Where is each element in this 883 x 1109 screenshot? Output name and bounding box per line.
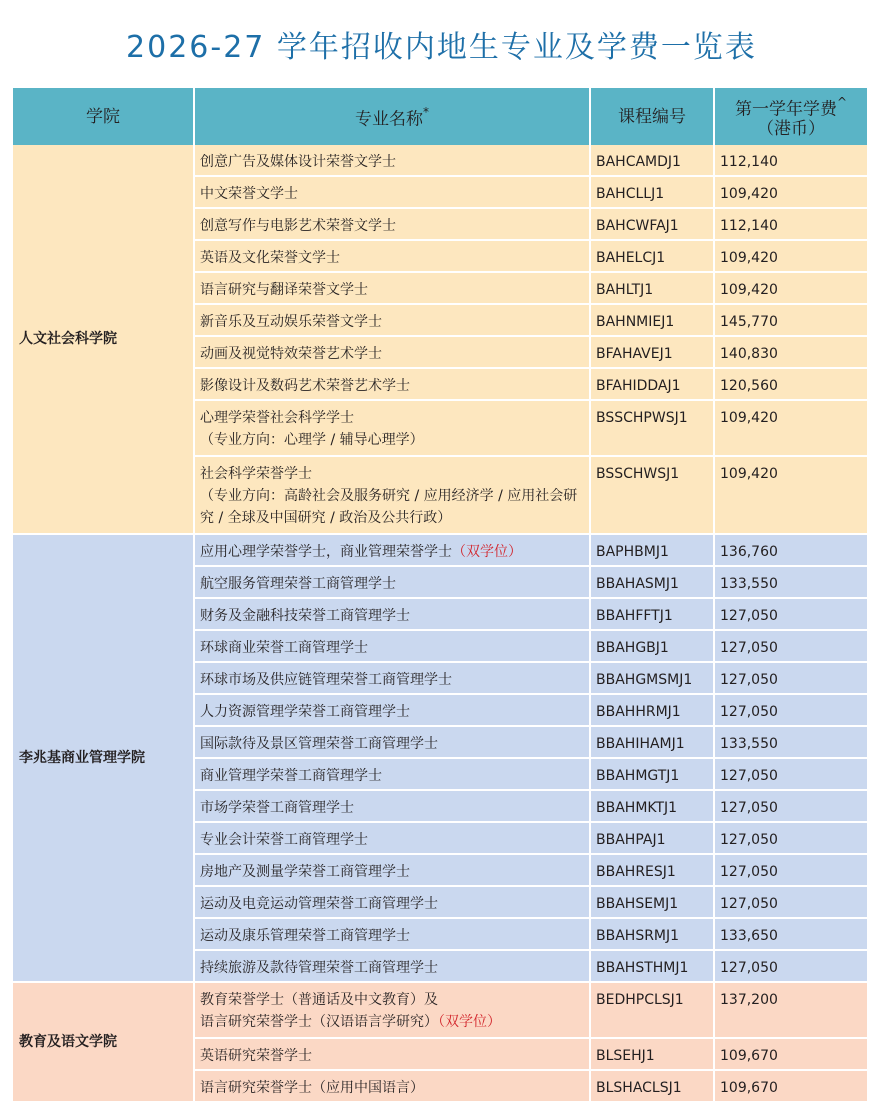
program-note: （专业方向：高龄社会及服务研究 / 应用经济学 / 应用社会研究 / 全球及中国研究 / 政治及公共行政） (200, 488, 578, 526)
program-fee: 112,140 (714, 208, 867, 240)
program-name: 语言研究荣誉学士（应用中国语言） (194, 1070, 590, 1102)
program-fee: 109,420 (714, 240, 867, 272)
program-code: BAHCAMDJ1 (590, 145, 714, 176)
program-name: 人力资源管理学荣誉工商管理学士 (194, 694, 590, 726)
program-code: BFAHAVEJ1 (590, 336, 714, 368)
program-code: BBAHGBJ1 (590, 630, 714, 662)
program-code: BEDHPCLSJ1 (590, 982, 714, 1038)
program-fee: 127,050 (714, 694, 867, 726)
program-code: BAHELCJ1 (590, 240, 714, 272)
program-fee: 109,420 (714, 456, 867, 534)
program-footnote-mark: * (423, 104, 429, 119)
program-code: BBAHSRMJ1 (590, 918, 714, 950)
program-fee: 120,560 (714, 368, 867, 400)
program-code: BBAHRESJ1 (590, 854, 714, 886)
program-code: BBAHMKTJ1 (590, 790, 714, 822)
program-code: BBAHASMJ1 (590, 566, 714, 598)
header-school: 学院 (13, 88, 194, 145)
program-fee: 109,420 (714, 176, 867, 208)
program-fee-table (13, 88, 867, 1103)
page-title: 2026-27 学年招收内地生专业及学费一览表 (126, 30, 757, 65)
program-fee: 127,050 (714, 822, 867, 854)
program-code: BAHCLLJ1 (590, 176, 714, 208)
program-name: 英语研究荣誉学士 (194, 1038, 590, 1070)
program-code: BBAHFFTJ1 (590, 598, 714, 630)
table-header-row (13, 88, 867, 145)
program-code: BBAHHRMJ1 (590, 694, 714, 726)
program-name: 动画及视觉特效荣誉艺术学士 (194, 336, 590, 368)
table-row (13, 145, 867, 176)
school-business: 李兆基商业管理学院 (13, 534, 194, 982)
program-fee: 136,760 (714, 534, 867, 566)
program-code: BAPHBMJ1 (590, 534, 714, 566)
program-fee: 109,420 (714, 272, 867, 304)
program-name: 心理学荣誉社会科学学士 （专业方向：心理学 / 辅导心理学） (194, 400, 590, 456)
program-code: BBAHSEMJ1 (590, 886, 714, 918)
program-fee: 127,050 (714, 598, 867, 630)
program-code: BLSHACLSJ1 (590, 1070, 714, 1102)
dual-degree-tag: （双学位） (452, 544, 522, 560)
program-name: 创意写作与电影艺术荣誉文学士 (194, 208, 590, 240)
program-code: BBAHGMSMJ1 (590, 662, 714, 694)
program-name: 财务及金融科技荣誉工商管理学士 (194, 598, 590, 630)
program-name: 英语及文化荣誉文学士 (194, 240, 590, 272)
program-code: BSSCHWSJ1 (590, 456, 714, 534)
program-name: 教育荣誉学士（普通话及中文教育）及 语言研究荣誉学士（汉语语言学研究）（双学位） (194, 982, 590, 1038)
program-code: BFAHIDDAJ1 (590, 368, 714, 400)
program-fee: 133,550 (714, 566, 867, 598)
program-fee: 140,830 (714, 336, 867, 368)
fee-footnote-mark: ^ (836, 94, 848, 109)
program-fee: 133,550 (714, 726, 867, 758)
program-name: 持续旅游及款待管理荣誉工商管理学士 (194, 950, 590, 982)
header-fee: 第一学年学费^ （港币） (714, 88, 867, 145)
program-fee: 112,140 (714, 145, 867, 176)
program-name: 社会科学荣誉学士 （专业方向：高龄社会及服务研究 / 应用经济学 / 应用社会研究 / 全球及中国研究 / 政治及公共行政） (194, 456, 590, 534)
program-code: BBAHPAJ1 (590, 822, 714, 854)
program-name: 环球市场及供应链管理荣誉工商管理学士 (194, 662, 590, 694)
program-name: 市场学荣誉工商管理学士 (194, 790, 590, 822)
program-name: 房地产及测量学荣誉工商管理学士 (194, 854, 590, 886)
school-education: 教育及语文学院 (13, 982, 194, 1102)
dual-degree-tag: （双学位） (438, 1014, 501, 1030)
program-code: BAHLTJ1 (590, 272, 714, 304)
program-fee: 127,050 (714, 790, 867, 822)
program-name: 商业管理学荣誉工商管理学士 (194, 758, 590, 790)
program-code: BBAHMGTJ1 (590, 758, 714, 790)
program-name: 运动及电竞运动管理荣誉工商管理学士 (194, 886, 590, 918)
program-fee: 133,650 (714, 918, 867, 950)
program-code: BAHNMIEJ1 (590, 304, 714, 336)
program-code: BAHCWFAJ1 (590, 208, 714, 240)
program-code: BBAHIHAMJ1 (590, 726, 714, 758)
program-name: 专业会计荣誉工商管理学士 (194, 822, 590, 854)
program-name: 语言研究与翻译荣誉文学士 (194, 272, 590, 304)
table-row (13, 534, 867, 566)
program-name: 中文荣誉文学士 (194, 176, 590, 208)
program-name: 创意广告及媒体设计荣誉文学士 (194, 145, 590, 176)
program-fee: 127,050 (714, 630, 867, 662)
program-fee: 127,050 (714, 886, 867, 918)
program-name: 新音乐及互动娱乐荣誉文学士 (194, 304, 590, 336)
program-fee: 127,050 (714, 662, 867, 694)
program-code: BSSCHPWSJ1 (590, 400, 714, 456)
program-fee: 127,050 (714, 854, 867, 886)
program-name: 航空服务管理荣誉工商管理学士 (194, 566, 590, 598)
program-name: 运动及康乐管理荣誉工商管理学士 (194, 918, 590, 950)
program-name: 应用心理学荣誉学士，商业管理荣誉学士（双学位） (194, 534, 590, 566)
program-code: BLSEHJ1 (590, 1038, 714, 1070)
program-name: 影像设计及数码艺术荣誉艺术学士 (194, 368, 590, 400)
school-humanities: 人文社会科学院 (13, 145, 194, 534)
header-program: 专业名称* (194, 88, 590, 145)
program-fee: 145,770 (714, 304, 867, 336)
program-fee: 127,050 (714, 758, 867, 790)
program-fee: 109,670 (714, 1070, 867, 1102)
program-code: BBAHSTHMJ1 (590, 950, 714, 982)
table-row (13, 982, 867, 1038)
program-name: 环球商业荣誉工商管理学士 (194, 630, 590, 662)
program-name: 国际款待及景区管理荣誉工商管理学士 (194, 726, 590, 758)
program-fee: 109,670 (714, 1038, 867, 1070)
header-code: 课程编号 (590, 88, 714, 145)
program-note: （专业方向：心理学 / 辅导心理学） (200, 432, 424, 448)
program-fee: 127,050 (714, 950, 867, 982)
program-fee: 137,200 (714, 982, 867, 1038)
program-fee: 109,420 (714, 400, 867, 456)
